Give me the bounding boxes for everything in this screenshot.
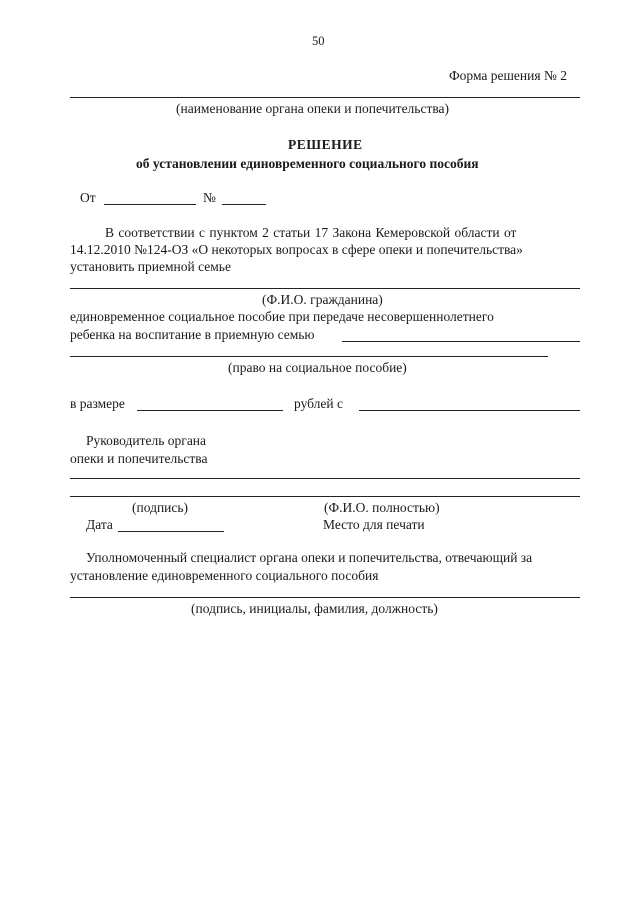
fio-citizen-caption: (Ф.И.О. гражданина) <box>262 292 383 307</box>
head-label-line-2: опеки и попечительства <box>70 451 208 466</box>
signature-date-line[interactable] <box>118 531 224 532</box>
signature-line[interactable] <box>70 496 580 497</box>
start-date-field-line[interactable] <box>359 410 580 411</box>
law-text-line-3: установить приемной семье <box>70 259 231 274</box>
right-caption: (право на социальное пособие) <box>228 360 407 375</box>
benefit-fill-line[interactable] <box>342 341 580 342</box>
authority-caption: (наименование органа опеки и попечительства) <box>176 101 450 116</box>
final-caption: (подпись, инициалы, фамилия, должность) <box>191 601 438 616</box>
number-label: № <box>203 190 216 205</box>
authority-line <box>70 97 580 98</box>
page-number: 50 <box>312 34 325 48</box>
document-subtitle: об установлении единовременного социального пособия <box>136 156 479 171</box>
fio-full-caption: (Ф.И.О. полностью) <box>324 500 440 515</box>
rubles-label: рублей с <box>294 396 343 411</box>
right-line[interactable] <box>70 356 548 357</box>
specialist-signature-line[interactable] <box>70 597 580 598</box>
head-label-line-1: Руководитель органа <box>86 433 207 448</box>
document-title: РЕШЕНИЕ <box>288 137 363 152</box>
benefit-text-line-1: единовременное социальное пособие при передаче несовершеннолетнего <box>70 309 494 324</box>
benefit-text-line-2: ребенка на воспитание в приемную семью <box>70 327 315 342</box>
amount-field-line[interactable] <box>137 410 283 411</box>
amount-label: в размере <box>70 396 125 411</box>
form-label: Форма решения № 2 <box>449 68 567 83</box>
specialist-text-line-1: Уполномоченный специалист органа опеки и попечительства, отвечающий за <box>86 550 533 565</box>
date-label: Дата <box>86 517 113 532</box>
date-field-line[interactable] <box>104 204 196 205</box>
head-name-line[interactable] <box>70 478 580 479</box>
signature-caption: (подпись) <box>132 500 189 515</box>
number-field-line[interactable] <box>222 204 266 205</box>
law-text-line-2: 14.12.2010 №124-ОЗ «О некоторых вопросах в сфере опеки и попечительства» <box>70 242 523 257</box>
citizen-name-line[interactable] <box>70 288 580 289</box>
from-label: От <box>80 190 96 205</box>
stamp-label: Место для печати <box>323 517 425 532</box>
specialist-text-line-2: установление единовременного социального пособия <box>70 568 379 583</box>
law-text-line-1: В соответствии с пунктом 2 статьи 17 Закона Кемеровской области от <box>105 225 517 240</box>
